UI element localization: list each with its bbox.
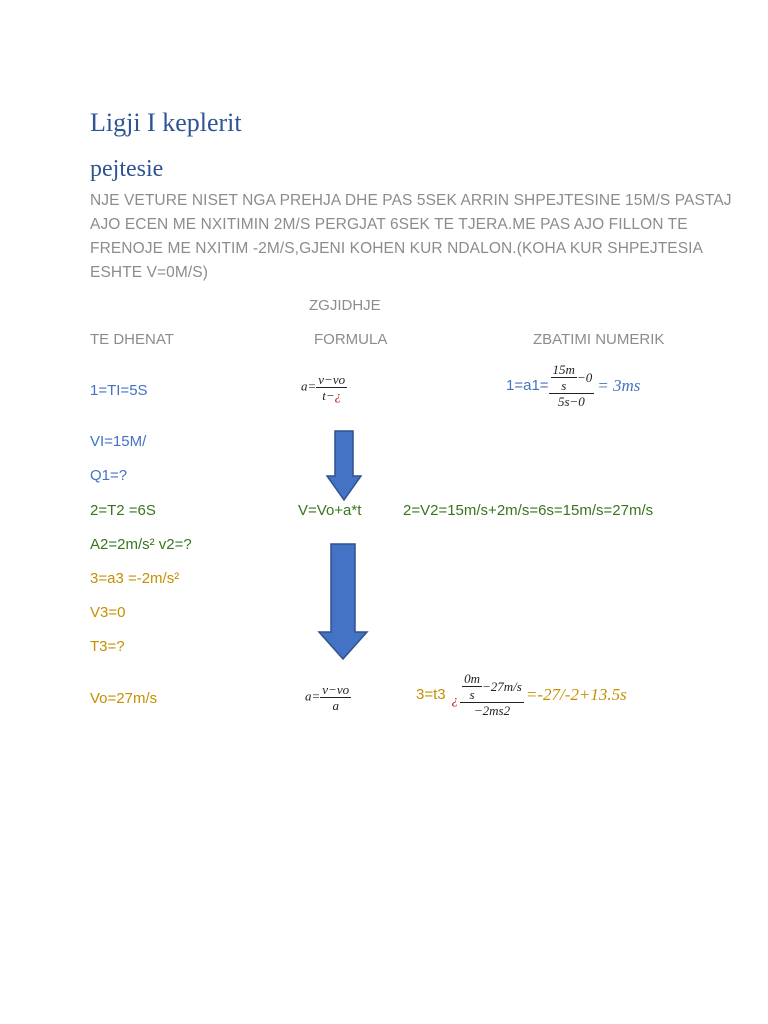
given-a2: A2=2m/s² v2=? — [90, 536, 192, 553]
numeric-v2: 2=V2=15m/s+2m/s=6s=15m/s=27m/s — [403, 502, 654, 519]
arrow-down-icon — [326, 430, 362, 502]
solution-heading: ZGJIDHJE — [309, 297, 381, 314]
problem-statement — [90, 189, 732, 285]
header-formula: FORMULA — [314, 331, 388, 348]
given-vo: Vo=27m/s — [90, 690, 158, 707]
problem-line: FRENOJE ME NXITIM -2M/S,GJENI KOHEN KUR NDALON.(KOHA KUR SHPEJTESIA — [90, 240, 704, 257]
problem-line: NJE VETURE NISET NGA PREHJA DHE PAS 5SEK ARRIN SHPEJTESINE 15M/S PASTAJ — [90, 192, 732, 209]
formula-velocity: V=Vo+a*t — [298, 502, 362, 519]
given-v3: V3=0 — [90, 604, 126, 621]
arrow-down-icon — [317, 543, 369, 661]
given-a3: 3=a3 =-2m/s² — [90, 570, 180, 587]
given-v1: VI=15M/ — [90, 433, 147, 450]
header-given: TE DHENAT — [90, 331, 174, 348]
problem-line: AJO ECEN ME NXITIMIN 2M/S PERGJAT 6SEK TE TJERA.ME PAS AJO FILLON TE — [90, 216, 688, 233]
formula-acceleration-2: a= $\frac{v-vo}{a}$ — [305, 682, 350, 713]
given-t2: 2=T2 =6S — [90, 502, 156, 519]
doc-subtitle: pejtesie — [90, 156, 164, 182]
given-q1: Q1=? — [90, 467, 128, 484]
given-t3: T3=? — [90, 638, 125, 655]
header-numeric: ZBATIMI NUMERIK — [533, 331, 665, 348]
doc-title: Ligji I keplerit — [90, 108, 242, 137]
numeric-a1: 1=a1= $\frac{15m}{s}$ −0 5s−0 = 3ms — [506, 362, 641, 409]
problem-line: ESHTE V=0M/S) — [90, 264, 209, 281]
given-t1: 1=TI=5S — [90, 382, 148, 399]
formula-acceleration: a= $\frac{v-vo}{t-¿}$ — [301, 372, 346, 403]
numeric-t3: 3=t3 ¿ $\frac{0m}{s}$ −27m/s −2ms2 =-27/-2+13.5s — [416, 671, 627, 718]
